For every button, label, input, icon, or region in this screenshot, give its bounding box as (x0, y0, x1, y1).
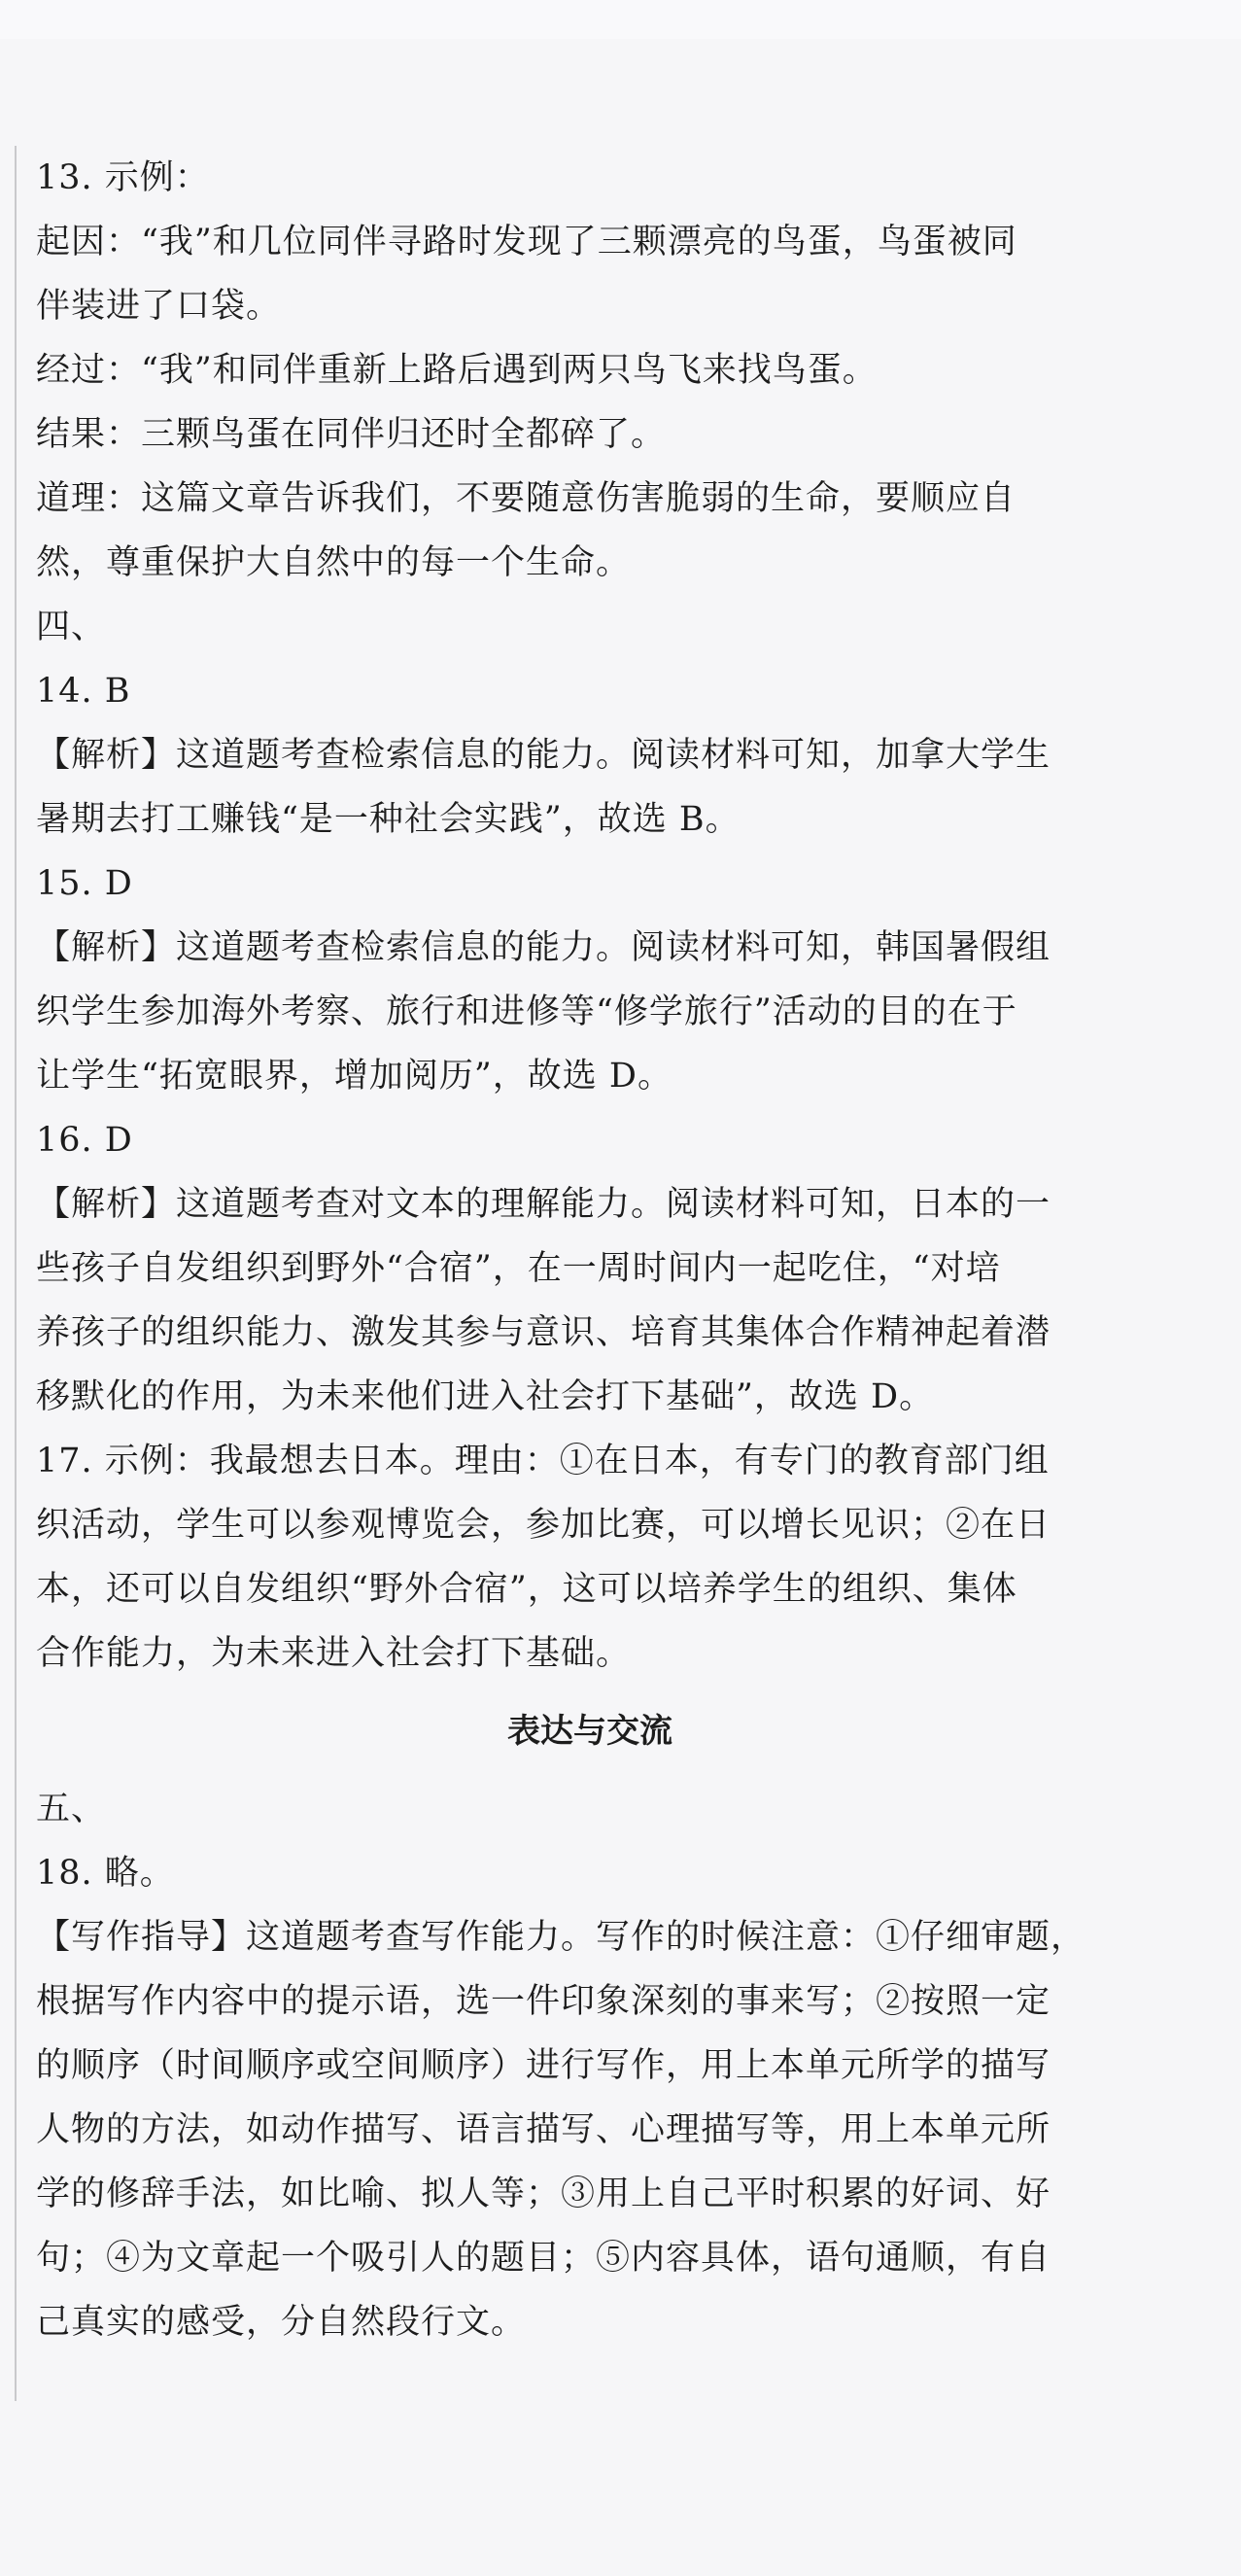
answer-line: 【写作指导】这道题考查写作能力。写作的时候注意：①仔细审题， (36, 1918, 1086, 1957)
answer-line: 学的修辞手法，如比喻、拟人等；③用上自己平时积累的好词、好 (36, 2175, 1051, 2213)
answer-line: 些孩子自发组织到野外“合宿”，在一周时间内一起吃住，“对培 (36, 1249, 1001, 1288)
answer-content (36, 146, 1144, 2354)
answer-line: 织学生参加海外考察、旅行和进修等“修学旅行”活动的目的在于 (36, 992, 1017, 1031)
answer-line: 起因：“我”和几位同伴寻路时发现了三颗漂亮的鸟蛋，鸟蛋被同 (36, 223, 1017, 261)
answer-line: 的顺序（时间顺序或空间顺序）进行写作，用上本单元所学的描写 (36, 2046, 1051, 2085)
answer-line: 本，还可以自发组织“野外合宿”，这可以培养学生的组织、集体 (36, 1570, 1017, 1609)
section-number: 五、 (36, 1790, 107, 1828)
answer-line: 【解析】这道题考查对文本的理解能力。阅读材料可知，日本的一 (36, 1185, 1051, 1224)
answer-line: 经过：“我”和同伴重新上路后遇到两只鸟飞来找鸟蛋。 (36, 351, 878, 390)
answer-line: 根据写作内容中的提示语，选一件印象深刻的事来写；②按照一定 (36, 1982, 1051, 2021)
answer-line: 人物的方法，如动作描写、语言描写、心理描写等，用上本单元所 (36, 2110, 1051, 2149)
section-heading: 表达与交流 (507, 1712, 672, 1751)
answer-line: 移默化的作用，为未来他们进入社会打下基础”，故选 D。 (36, 1377, 935, 1416)
answer-line: 暑期去打工赚钱“是一种社会实践”，故选 B。 (36, 800, 741, 839)
left-margin-rule (15, 146, 17, 2401)
answer-line: 合作能力，为未来进入社会打下基础。 (36, 1634, 632, 1673)
answer-line: 13. 示例： (36, 158, 210, 197)
answer-line: 14. B (36, 672, 131, 711)
answer-line: 17. 示例：我最想去日本。理由：①在日本，有专门的教育部门组 (36, 1442, 1050, 1480)
answer-line: 己真实的感受，分自然段行文。 (36, 2303, 527, 2342)
answer-line: 道理：这篇文章告诉我们，不要随意伤害脆弱的生命，要顺应自 (36, 479, 1017, 518)
answer-line: 然，尊重保护大自然中的每一个生命。 (36, 543, 632, 582)
answer-line: 伴装进了口袋。 (36, 287, 282, 326)
answer-line: 养孩子的组织能力、激发其参与意识、培育其集体合作精神起着潜 (36, 1313, 1051, 1352)
answer-line: 结果：三颗鸟蛋在同伴归还时全都碎了。 (36, 415, 667, 454)
answer-line: 句；④为文章起一个吸引人的题目；⑤内容具体，语句通顺，有自 (36, 2239, 1051, 2278)
answer-line: 【解析】这道题考查检索信息的能力。阅读材料可知，韩国暑假组 (36, 928, 1051, 967)
answer-line: 15. D (36, 864, 133, 903)
answer-line: 【解析】这道题考查检索信息的能力。阅读材料可知，加拿大学生 (36, 736, 1051, 775)
answer-line: 让学生“拓宽眼界，增加阅历”，故选 D。 (36, 1057, 672, 1096)
answer-line: 18. 略。 (36, 1854, 175, 1893)
answer-line: 16. D (36, 1121, 133, 1160)
answer-line: 织活动，学生可以参观博览会，参加比赛，可以增长见识；②在日 (36, 1506, 1051, 1545)
section-number: 四、 (36, 608, 107, 646)
top-margin (0, 0, 1241, 39)
